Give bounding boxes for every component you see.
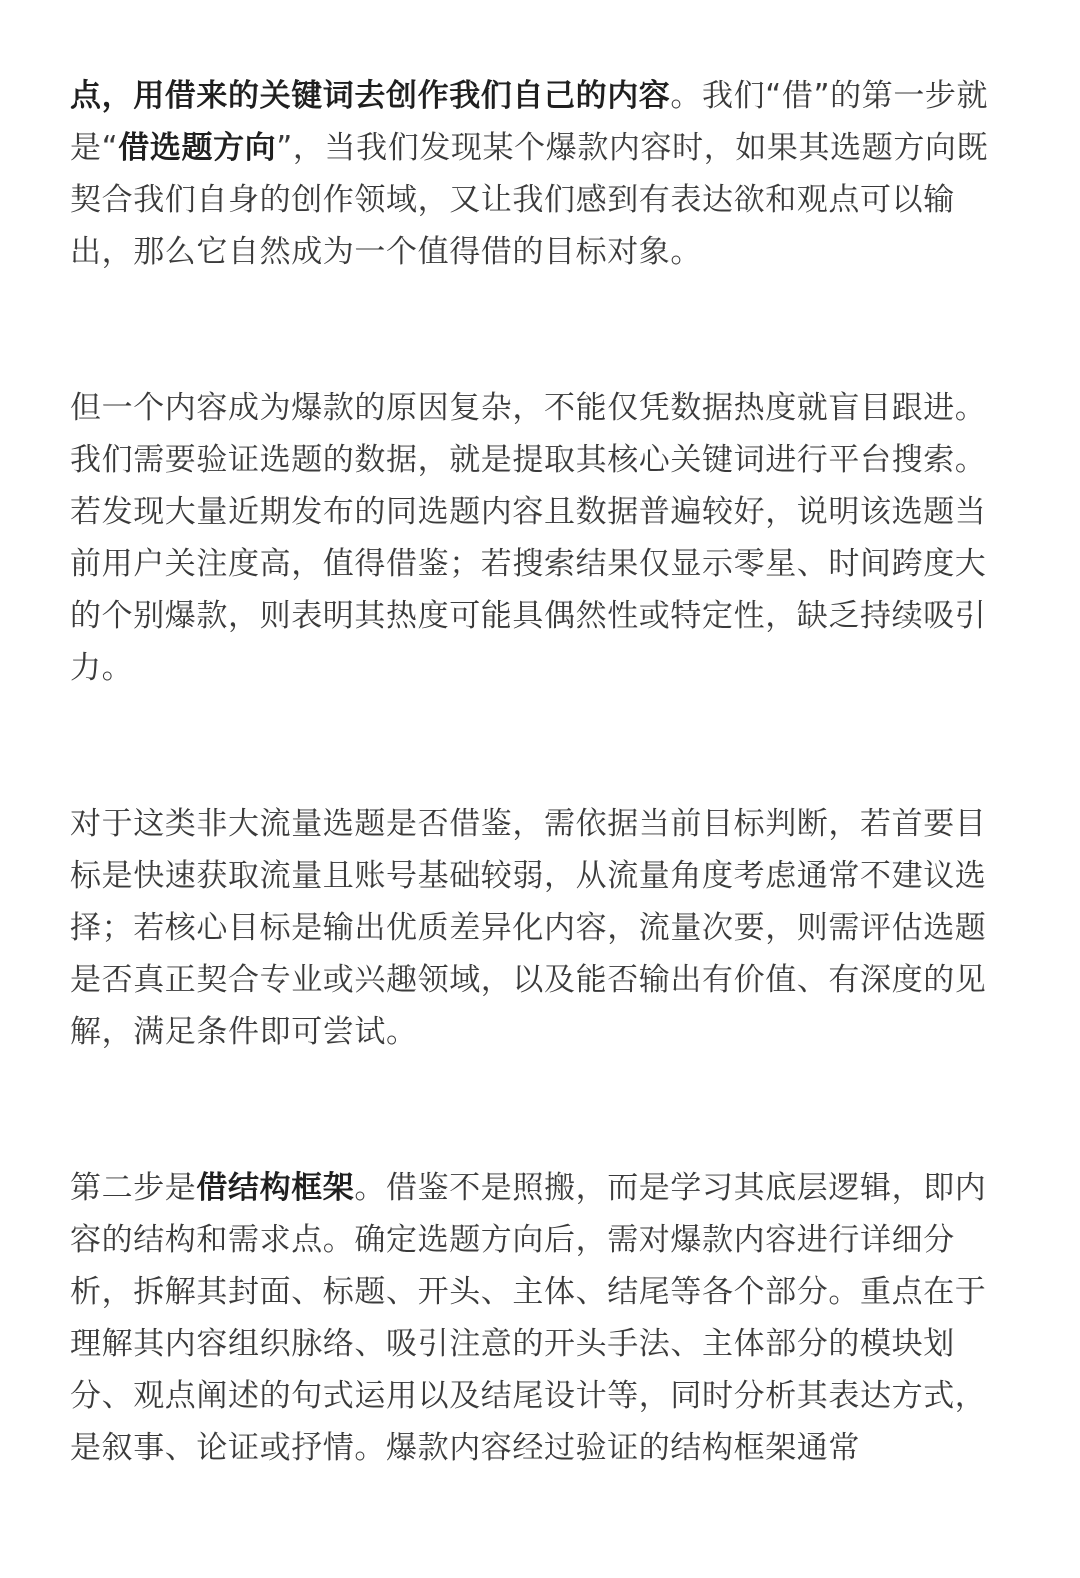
text-span: 对于这类非大流量选题是否借鉴，需依据当前目标判断，若首要目标是快速获取流量且账号基础较弱，从流量角度考虑通常不建议选择；若核心目标是输出优质差异化内容，流量次要，则需评估选题是否真正契合专业或兴趣领域，以及能否输出有价值、有深度的见解，满足条件即可尝试。 (70, 806, 987, 1050)
text-span: 但一个内容成为爆款的原因复杂，不能仅凭数据热度就盲目跟进。我们需要验证选题的数据，就是提取其核心关键词进行平台搜索。若发现大量近期发布的同选题内容且数据普遍较好，说明该选题当前用户关注度高，值得借鉴；若搜索结果仅显示零星、时间跨度大的个别爆款，则表明其热度可能具偶然性或特定性，缺乏持续吸引力。 (70, 390, 987, 686)
bold-text: 点，用借来的关键词去创作我们自己的内容 (70, 78, 671, 114)
text-span: 。借鉴不是照搬，而是学习其底层逻辑，即内容的结构和需求点。确定选题方向后，需对爆款内容进行详细分析，拆解其封面、标题、开头、主体、结尾等各个部分。重点在于理解其内容组织脉络、吸引注意的开头手法、主体部分的模块划分、观点阐述的句式运用以及结尾设计等，同时分析其表达方式，是叙事、论证或抒情。爆款内容经过验证的结构框架通常 (70, 1170, 987, 1466)
paragraph-3 (70, 798, 1005, 1058)
text-span: 。我们“借”的第一步就是“ (70, 78, 989, 166)
bold-text: 借选题方向 (118, 130, 277, 166)
text-span: 第二步是 (70, 1170, 197, 1206)
paragraph-2 (70, 382, 1005, 694)
paragraph-4 (70, 1162, 1005, 1474)
bold-text: 借结构框架 (196, 1170, 355, 1206)
paragraph-1 (70, 70, 1005, 278)
article-body (70, 70, 1005, 1578)
text-span: ”，当我们发现某个爆款内容时，如果其选题方向既契合我们自身的创作领域，又让我们感到有表达欲和观点可以输出，那么它自然成为一个值得借的目标对象。 (70, 130, 989, 270)
